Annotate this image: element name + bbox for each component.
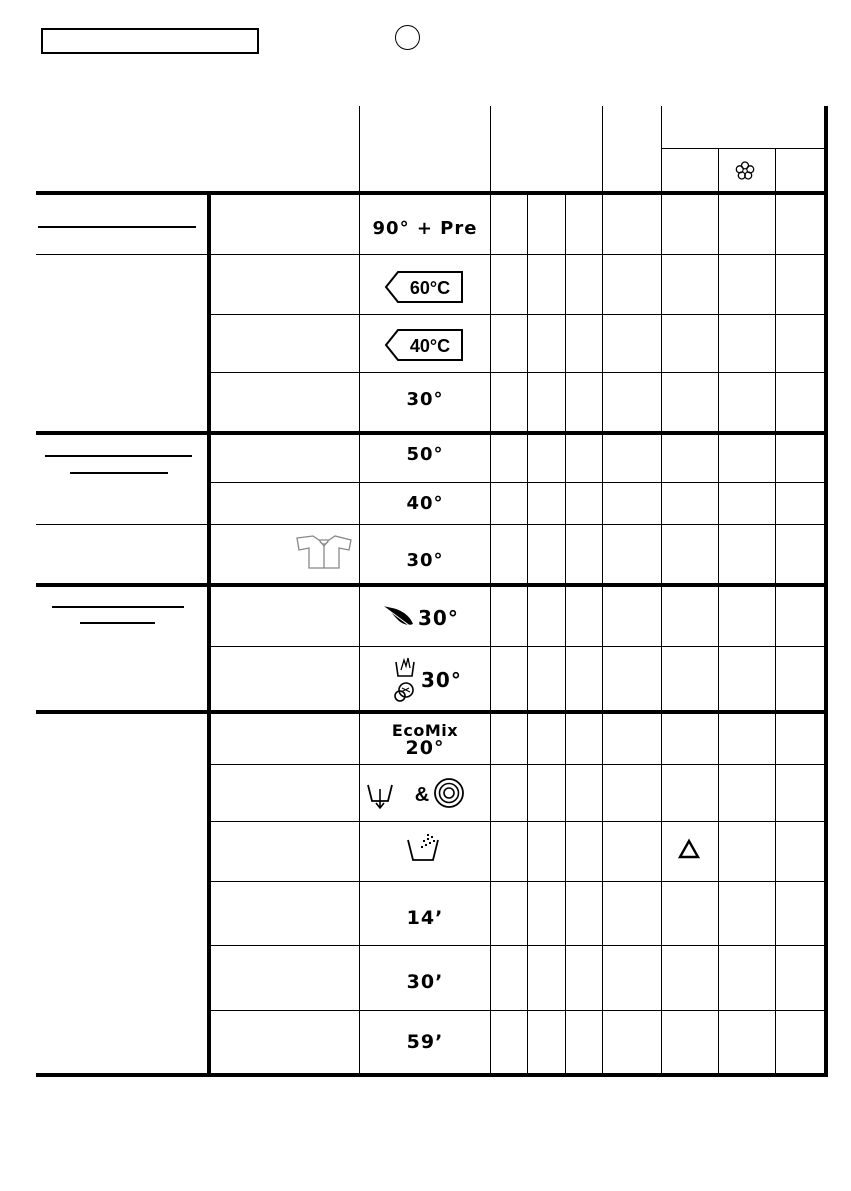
programme-label: 14’ <box>406 907 444 929</box>
language-circle-icon <box>395 25 420 50</box>
programme-label: 59’ <box>406 1031 444 1053</box>
drain-spin-amp: & <box>414 784 430 806</box>
table-vline <box>602 106 603 1076</box>
flower-icon <box>734 160 756 186</box>
group-underline <box>45 455 192 457</box>
table-hline <box>207 372 828 373</box>
table-hline <box>207 821 828 822</box>
table-hline <box>36 254 828 255</box>
programme-label: 90° + Pre <box>372 218 478 239</box>
table-hline <box>207 314 828 315</box>
table-hline <box>207 1010 828 1011</box>
table-hline <box>207 881 828 882</box>
group-underline <box>70 472 168 474</box>
table-vline <box>718 148 719 1076</box>
drain-spin-icon <box>365 777 469 815</box>
group-underline <box>38 226 196 228</box>
table-hline <box>207 945 828 946</box>
triangle-icon <box>677 838 701 864</box>
rinse-icon <box>405 830 441 868</box>
programme-label: 30° <box>406 389 444 410</box>
ecomix-temp: 20° <box>405 737 445 759</box>
temp-tag-text: 40°C <box>409 336 451 356</box>
shirt-icon <box>293 532 355 576</box>
temp-tag-40 <box>384 328 464 362</box>
programme-label: 30° <box>421 668 462 692</box>
programme-label: 50° <box>406 444 444 465</box>
programme-label: 30° <box>418 606 459 630</box>
table-hline-thick <box>36 583 828 587</box>
table-hline <box>36 524 828 525</box>
table-hline-thick <box>36 710 828 714</box>
table-vline <box>824 106 828 1076</box>
ecomix-label: EcoMix <box>391 721 459 740</box>
programme-label: 40° <box>406 493 444 514</box>
temp-tag-text: 60°C <box>409 278 451 298</box>
table-hline <box>207 764 828 765</box>
hand-wash-wool-icon <box>392 652 422 708</box>
table-hline <box>661 148 827 149</box>
table-hline-thick <box>36 1073 828 1077</box>
table-hline <box>207 482 828 483</box>
table-vline <box>565 192 566 1076</box>
header-label-box <box>41 28 259 54</box>
table-vline <box>359 106 360 1076</box>
table-vline <box>527 192 528 1076</box>
table-vline <box>775 148 776 1076</box>
table-hline-thick <box>36 191 828 195</box>
table-vline <box>490 106 491 1076</box>
group-underline <box>52 606 184 608</box>
group-underline <box>80 622 155 624</box>
feather-icon <box>380 602 416 636</box>
table-hline-thick <box>36 431 828 435</box>
programme-label: 30° <box>406 550 444 571</box>
programme-label: 30’ <box>406 971 444 993</box>
table-vline <box>661 106 662 1076</box>
table-vline <box>207 192 211 1076</box>
temp-tag-60 <box>384 270 464 304</box>
table-hline <box>207 646 828 647</box>
